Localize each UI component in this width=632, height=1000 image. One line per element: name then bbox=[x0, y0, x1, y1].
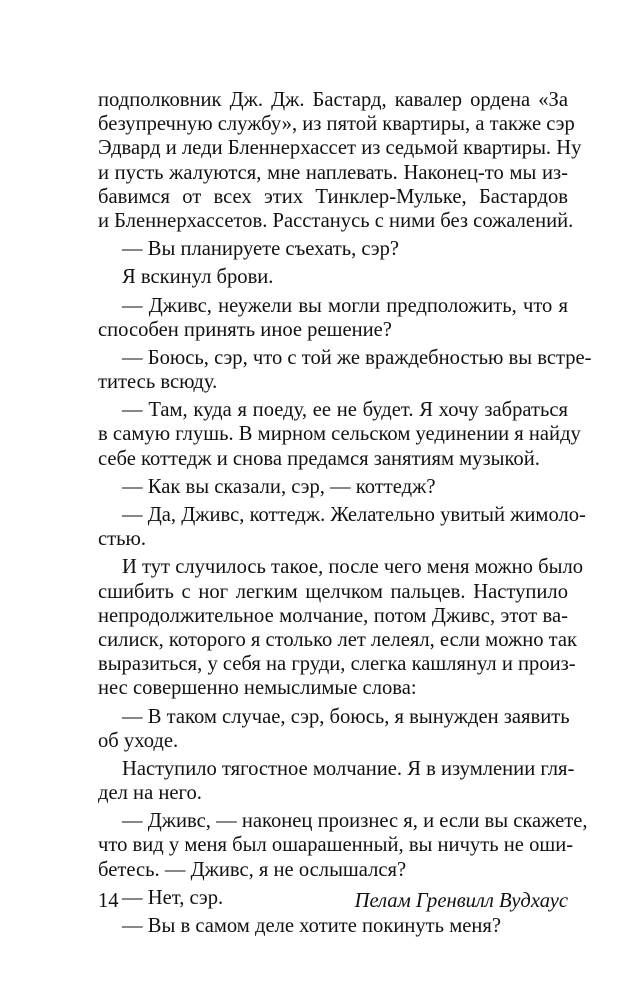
text-line: подполковник Дж. Дж. Бастард, кавалер ордена «За bbox=[98, 89, 568, 111]
text-line: — Дживс, неужели вы могли предположить, что я bbox=[122, 294, 568, 317]
text-line: силиск, которого я столько лет лелеял, если можно так bbox=[98, 628, 578, 651]
text-line: бетесь. — Дживс, я не ослышался? bbox=[98, 858, 407, 881]
text-line: — В таком случае, сэр, боюсь, я вынужден заявить bbox=[122, 705, 570, 728]
text-line: — Вы планируете съехать, сэр? bbox=[122, 238, 400, 261]
text-line: непродолжительное молчание, потом Дживс, этот ва- bbox=[98, 604, 568, 627]
text-line: выразиться, у себя на груди, слегка кашлянул и произ- bbox=[98, 653, 576, 676]
page-number: 14 bbox=[98, 890, 119, 912]
text-line: и Бленнерхассетов. Расстанусь с ними без сожалений. bbox=[98, 209, 574, 232]
text-line: — Вы в самом деле хотите покинуть меня? bbox=[122, 915, 502, 937]
text-line: безупречную службу», из пятой квартиры, а также сэр bbox=[98, 113, 575, 136]
text-line: способен принять иное решение? bbox=[98, 318, 392, 341]
text-line: что вид у меня был ошарашенный, вы ничуть не оши- bbox=[98, 834, 574, 857]
page-footer bbox=[98, 890, 568, 916]
text-line: Я вскинул брови. bbox=[122, 266, 274, 289]
text-line: И тут случилось такое, после чего меня можно было bbox=[122, 556, 584, 579]
text-line: — Как вы сказали, сэр, — коттедж? bbox=[122, 475, 436, 498]
text-line: титесь всюду. bbox=[98, 371, 218, 394]
body-text bbox=[98, 88, 592, 938]
text-line: сшибить с ног легким щелчком пальцев. Наступило bbox=[98, 580, 568, 603]
running-footer-author: Пелам Гренвилл Вудхаус bbox=[354, 890, 568, 912]
text-line: об уходе. bbox=[98, 729, 179, 752]
text-line: в самую глушь. В мирном сельском уединении я найду bbox=[98, 423, 581, 446]
text-line: — Там, куда я поеду, ее не будет. Я хочу забраться bbox=[122, 399, 568, 422]
text-line: — Нет, сэр. bbox=[122, 886, 224, 909]
text-line: Наступило тягостное молчание. Я в изумлении гля- bbox=[122, 757, 575, 780]
text-line: стью. bbox=[98, 528, 147, 551]
text-line: Эдвард и леди Бленнерхассет из седьмой квартиры. Ну bbox=[98, 137, 582, 160]
text-line: — Боюсь, сэр, что с той же враждебностью вы встре- bbox=[122, 346, 592, 369]
text-line: — Дживс, — наконец произнес я, и если вы скажете, bbox=[122, 810, 588, 833]
text-line: и пусть жалуются, мне наплевать. Наконец-то мы из- bbox=[98, 161, 568, 184]
text-line: дел на него. bbox=[98, 782, 202, 805]
text-line: бавимся от всех этих Тинклер-Мульке, Бастардов bbox=[98, 185, 568, 208]
text-line: — Да, Дживс, коттедж. Желательно увитый жимоло- bbox=[122, 504, 586, 526]
text-line: нес совершенно немыслимые слова: bbox=[98, 677, 417, 700]
text-line: себе коттедж и снова предамся занятиям музыкой. bbox=[98, 447, 540, 470]
